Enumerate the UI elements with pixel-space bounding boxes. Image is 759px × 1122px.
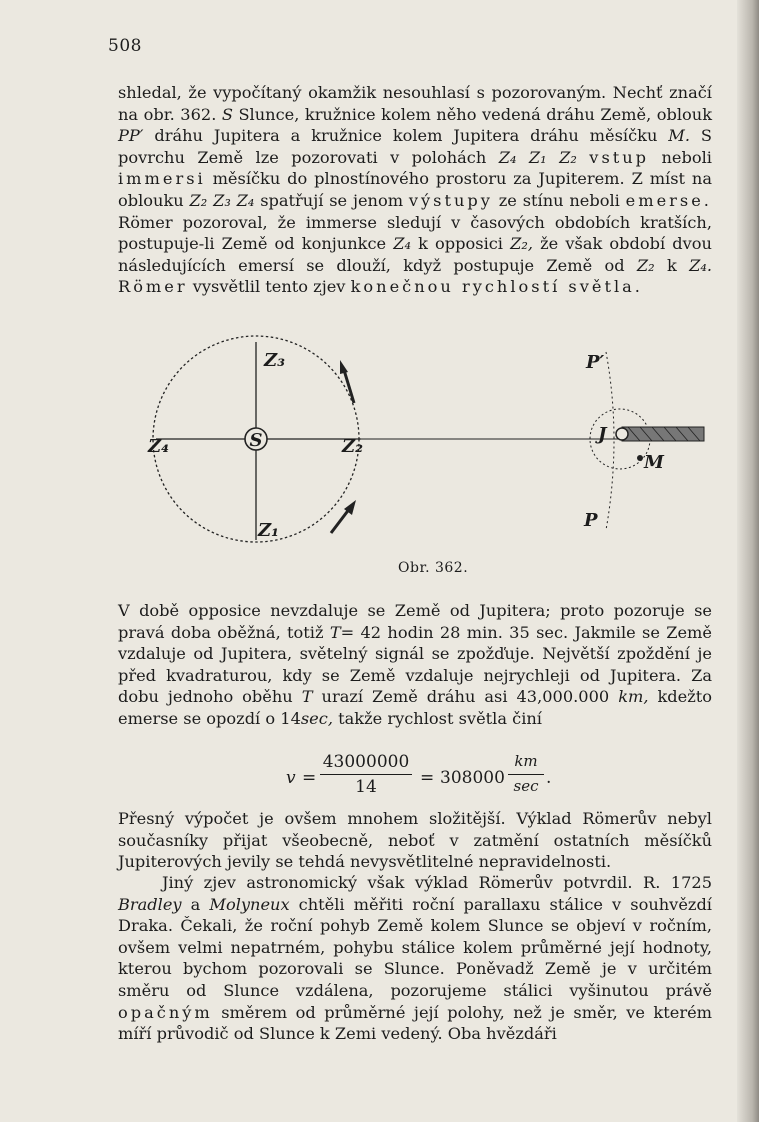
label-j: J <box>598 424 607 445</box>
figure-caption: Obr. 362. <box>398 560 469 576</box>
label-m: M <box>644 452 664 473</box>
formula-equals-2: = <box>420 768 435 788</box>
sun-label: S <box>249 430 263 451</box>
label-p: P <box>584 510 598 531</box>
label-p-prime: P′ <box>586 352 605 373</box>
formula-fraction-bar <box>320 774 412 775</box>
label-z2: Z₂ <box>342 436 364 457</box>
formula-unit-bar <box>508 774 544 775</box>
page-number: 508 <box>108 36 142 56</box>
paragraph-romer-observation: shledal, že vypočítaný okamžik nesouhlasí s pozorovaným. Nechť značí na obr. 362. S Slunce, kružnice kolem něho vedená dráhu Země, oblouk PP′ dráhu Jupitera a kružnice kolem Jupitera dráhu měsíčku M. S povrchu Země lze pozorovati v polohách Z₄ Z₁ Z₂ vstup neboli immersi měsíčku do plnostínového prostoru za Jupiterem. Z míst na oblouku Z₂ Z₃ Z₄ spatřují se jenom výstupy ze stínu neboli emerse. Römer pozoroval, že immerse sledují v časových obdobích kratších, postupuje-li Země od konjunkce Z₄ k opposici Z₂, že však období dvou následujících emersí se dlouží, když postupuje Země od Z₂ k Z₄. Römer vysvětlil tento zjev konečnou rychlostí světla. <box>118 83 713 297</box>
paragraph-signal-delay: V době opposice nevzdaluje se Země od Jupitera; proto pozoruje se pravá doba oběžná, totiž T= 42 hodin 28 min. 35 sec. Jakmile se Země vzdaluje od Jupitera, světelný signál se zpožďuje. Největší zpoždění je před kvadraturou, kdy se Země vzdaluje nejrychleji od Jupitera. Za dobu jednoho oběhu T urazí Země dráhu asi 43,000.000 km, kdežto emerse se opozdí o 14sec, takže rychlost světla činí <box>118 601 713 728</box>
moon-dot <box>637 455 643 461</box>
paragraph-precise-calculation: Přesný výpočet je ovšem mnohem složitější. Výklad Römerův nebyl současníky přijat všeobecně, neboť v zatmění ostatních měsíčků Jupiterových jevily se tehdá nevysvětlitelné nepravidelnosti. <box>118 809 712 872</box>
label-z1: Z₁ <box>258 520 280 541</box>
jupiter-circle <box>616 428 628 440</box>
formula-end: . <box>546 768 552 788</box>
paragraph-bradley-molyneux: Jiný zjev astronomický však výklad Römerův potvrdil. R. 1725 Bradley a Molyneux chtěli měřiti roční parallaxu stálice v souhvězdí Draka. Čekali, že roční pohyb Země kolem Slunce se objeví v ročním, ovšem velmi nepatrném, pohybu stálice kolem průměrné její hodnoty, kterou bychom pozorovali se Slunce. Poněvadž Země je v určitém směru od Slunce vzdálena, pozorujeme stálici vyšinutou právě opačným směrem od průměrné její polohy, než je směr, ve kterém míří průvodič od Slunce k Zemi vedený. Oba hvězdáři <box>118 873 712 1044</box>
formula-v: v <box>286 768 296 788</box>
speed-of-light-formula <box>286 752 586 802</box>
formula-numerator: 43000000 <box>322 752 410 772</box>
formula-result: 308000 <box>440 768 505 788</box>
formula-unit-km: km <box>514 752 538 770</box>
page-edge-shadow <box>737 0 759 1122</box>
label-z4: Z₄ <box>148 436 170 457</box>
jupiter-orbit-arc <box>606 352 614 530</box>
formula-equals: = <box>302 768 317 788</box>
label-z3: Z₃ <box>264 350 286 371</box>
formula-unit-sec: sec <box>513 777 539 795</box>
formula-denominator: 14 <box>355 777 377 797</box>
figure-362-diagram <box>128 320 718 570</box>
